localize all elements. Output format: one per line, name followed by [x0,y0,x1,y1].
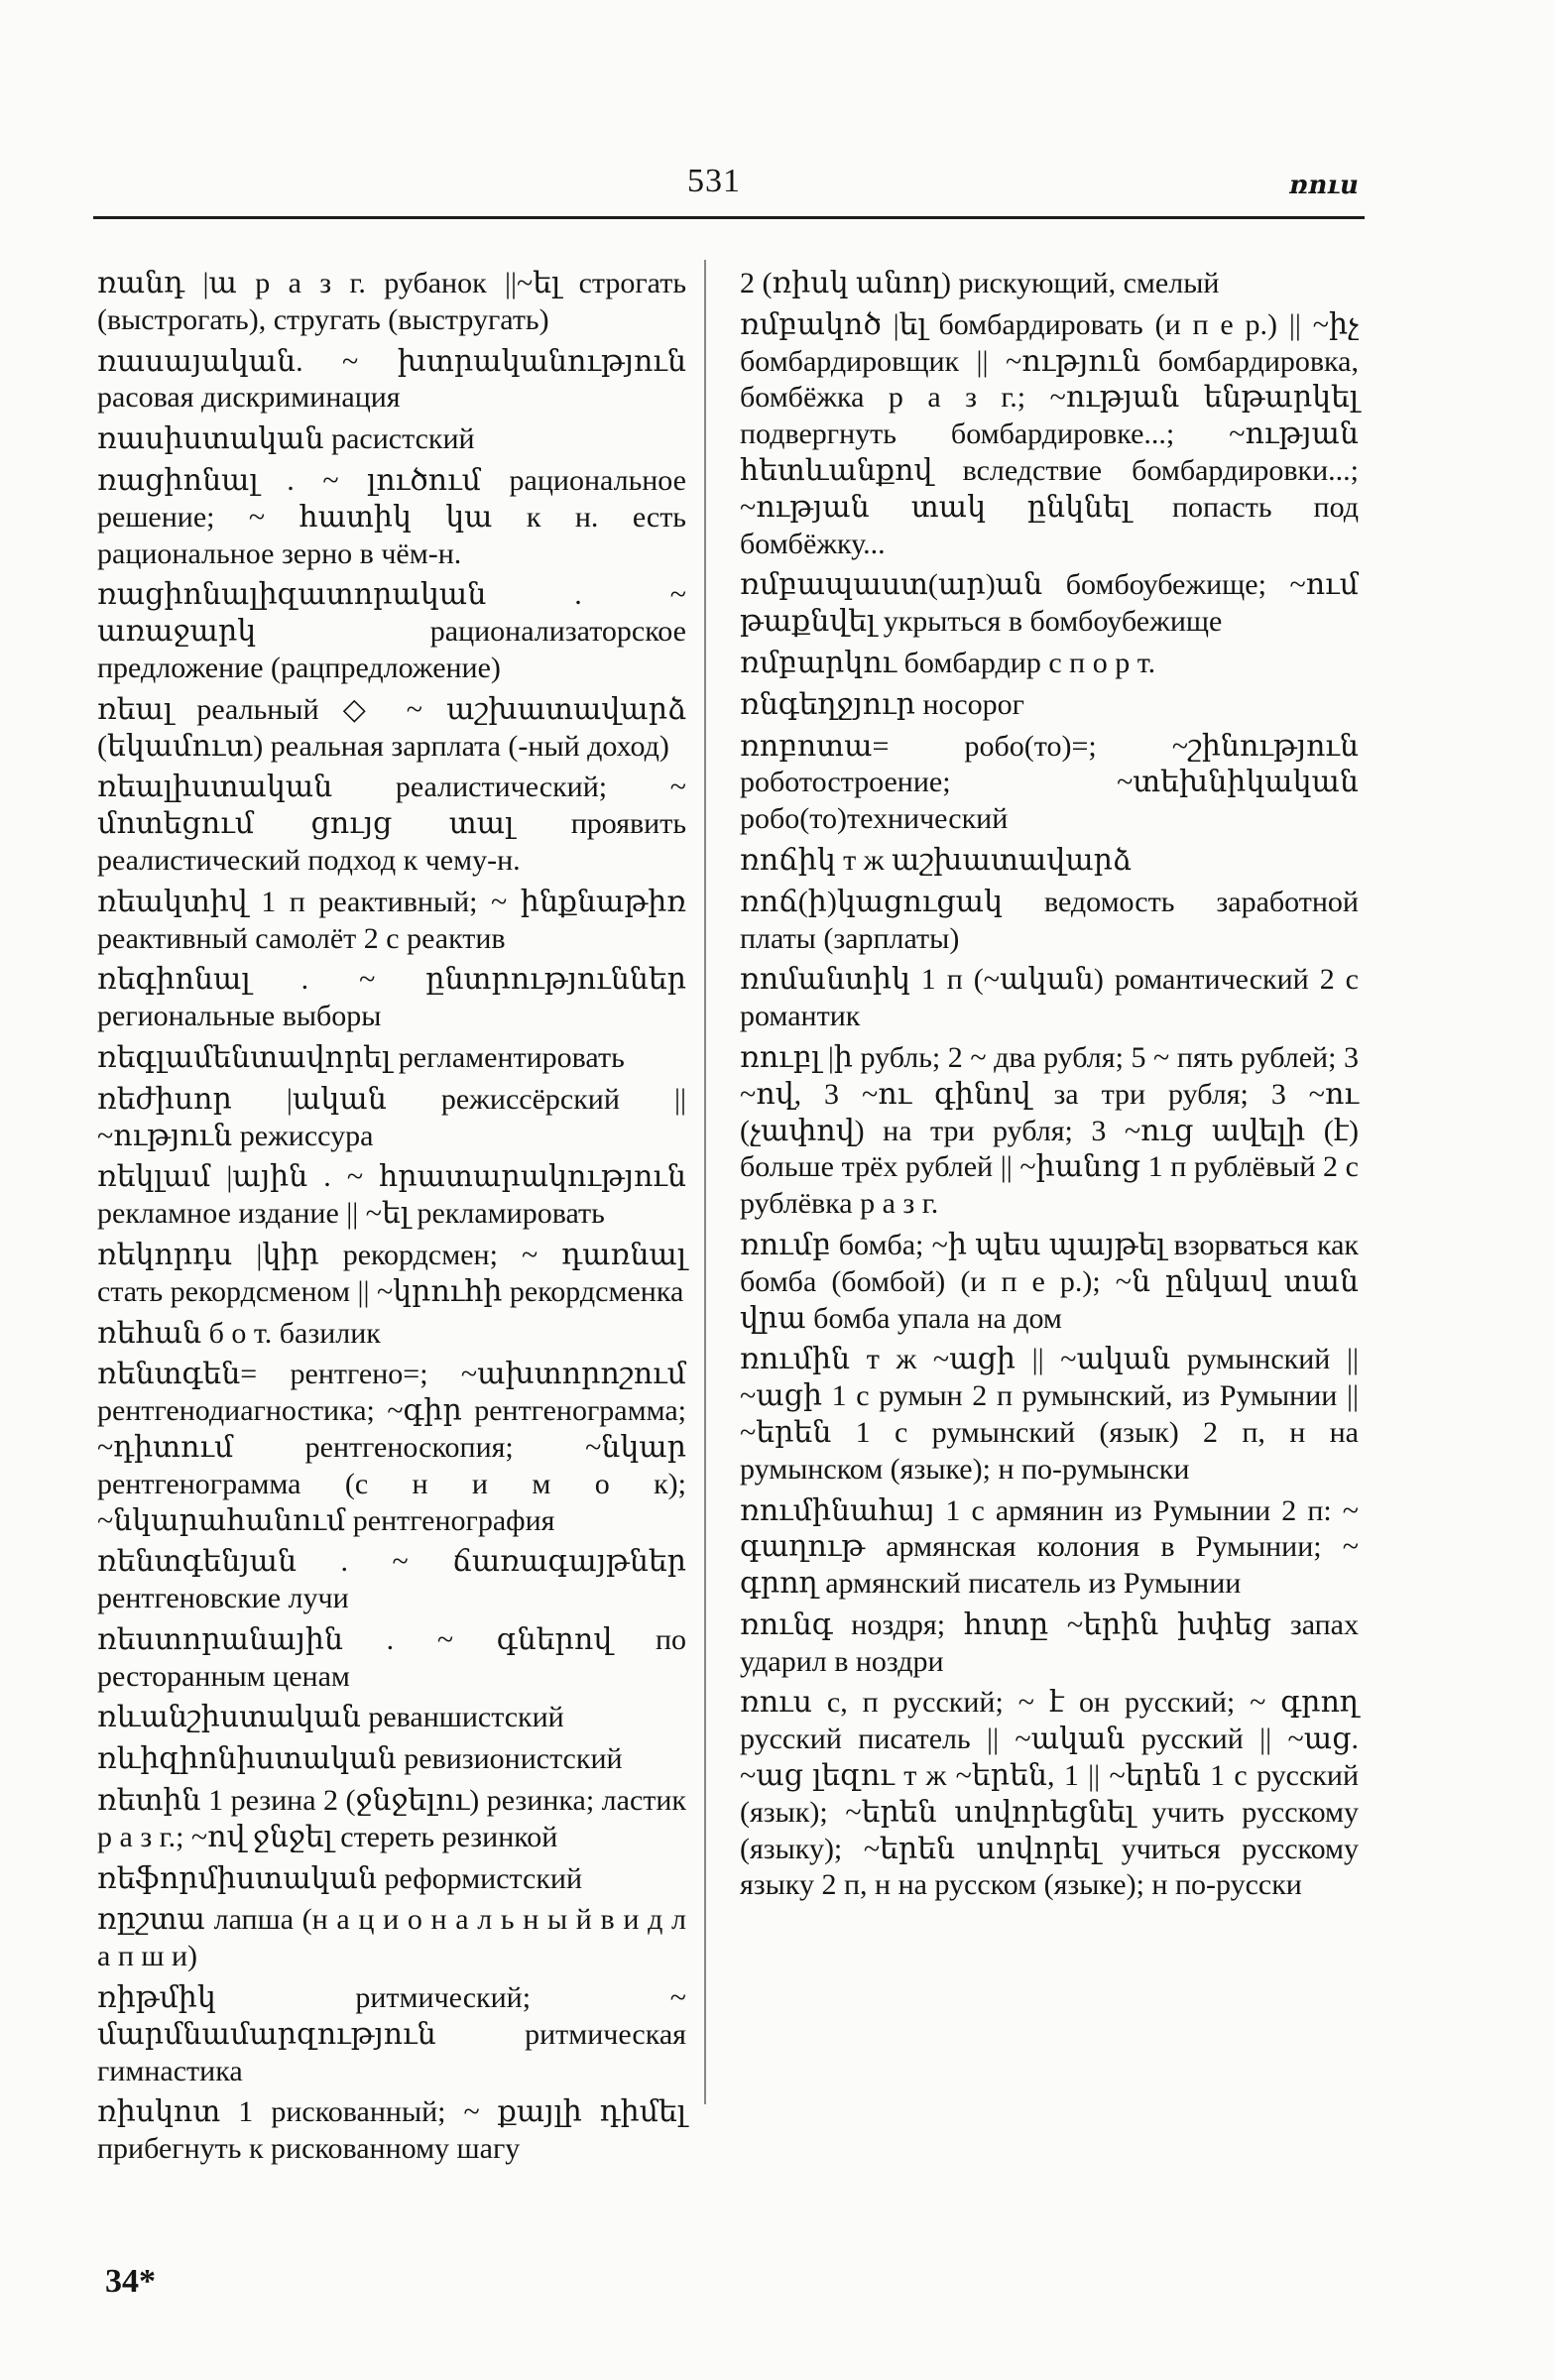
dictionary-entry: ռետին 1 резина 2 (ջնջելու) резинка; ластик р а з г.; ~ով ջնջել стереть резинкой [97,1784,686,1853]
running-head: ռուս [1288,171,1359,199]
dictionary-entry: ռումին т ж ~ացի || ~ական румынский || ~ացի 1 с румын 2 п румынский, из Румынии || ~երեն 1 с румынский (язык) 2 п, н на румынском (языке); н по-румынски [740,1343,1359,1486]
dictionary-entry: ռոբոտա= робо(то)=; ~շինություն роботостроение; ~տեխնիկական робо(то)технический [740,729,1359,836]
dictionary-entry: ռումինահայ 1 с армянин из Румынии 2 п: ~ գաղութ армянская колония в Румынии; ~ գրող армянский писатель из Румынии [740,1493,1359,1601]
left-column [97,266,686,2173]
dictionary-entry: ռմբակոծ |ել бомбардировать (и п е р.) || ~իչ бомбардировщик || ~ություն бомбардировка, бомбёжка р а з г.; ~ության ենթարկել подвергнуть бомбардировке...; ~ության հետևանքով вследствие бомбардировки...; ~ության տակ ընկնել попасть под бомбёжку... [740,307,1359,560]
signature-mark: 34* [105,2263,156,2300]
dictionary-entry: ռոմանտիկ 1 п (~ական) романтический 2 с романтик [740,963,1359,1033]
dictionary-entry: ռեակտիվ 1 п реактивный; ~ ինքնաթիռ реактивный самолёт 2 с реактив [97,885,686,955]
dictionary-entry: ռիթմիկ ритмический; ~ մարմնամարզություն ритмическая гимнастика [97,1981,686,2087]
dictionary-entry: ռեստորանային . ~ գներով по ресторанным ценам [97,1622,686,1693]
dictionary-entry: ռոճիկ т ж աշխատավարձ [740,843,1132,877]
dictionary-entry: ռեհան б о т. базилик [97,1316,381,1350]
dictionary-entry: ռացիոնալիզատորական . ~ առաջարկ рационализаторское предложение (рацпредложение) [97,578,686,684]
dictionary-entry: ռենտգենյան . ~ ճառագայթներ рентгеновские лучи [97,1545,686,1615]
dictionary-entry: ռասայական. ~ խտրականություն расовая дискриминация [97,344,686,415]
dictionary-entry: ռնգեղջյուր носорог [740,687,1024,721]
dictionary-entry: ռեկորդս |կիր рекордсмен; ~ դառնալ стать рекордсменом || ~կրուհի рекордсменка [97,1238,686,1308]
dictionary-entry: ռևանշիստական реваншистский [97,1701,564,1734]
dictionary-entry: ռմբարկու бомбардир с п о р т. [740,646,1156,679]
dictionary-entry: ռենտգեն= рентгено=; ~ախտորոշում рентгенодиагностика; ~գիր рентгенограмма; ~դիտում рентгеноскопия; ~նկար рентгенограмма (с н и м о к); ~նկարահանում рентгенография [97,1358,686,1537]
dictionary-entry: ռասիստական расистский [97,422,475,456]
dictionary-entry: ռեկլամ |ային . ~ հրատարակություն рекламное издание || ~ել рекламировать [97,1160,686,1231]
dictionary-entry: ռմբապաստ(ար)ան бомбоубежище; ~ում թաքնվել укрыться в бомбоубежище [740,568,1359,639]
dictionary-entry: ռիսկոտ 1 рискованный; ~ քայլի դիմել прибегнуть к рискованному шагу [97,2095,686,2166]
page-number: 531 [687,163,741,199]
dictionary-entry: ռեգիոնալ . ~ ընտրություններ регионaльные выборы [97,963,686,1033]
dictionary-entry: ռունգ ноздря; հոտը ~երին խփեց запах ударил в ноздри [740,1607,1359,1678]
dictionary-entry: ռեգլամենտավորել регламентировать [97,1040,625,1074]
dictionary-entry: ռանդ |ա р а з г. рубанок ||~ել строгать (выстрогать), стругать (выстругать) [97,267,686,336]
header-rule [93,216,1365,219]
dictionary-entry: ռոճ(ի)կացուցակ ведомость заработной платы (зарплаты) [740,885,1359,955]
dictionary-entry: ռուս с, п русский; ~ է он русский; ~ գրող русский писатель || ~ական русский || ~աց. ~աց լեզու т ж ~երեն, 1 || ~երեն 1 с русский (язык); ~երեն սովորեցնել учить русскому (языку); ~երեն սովորել учиться русскому языку 2 п, н на русском (языке); н по-русски [740,1686,1359,1902]
dictionary-entry: ռեժիսոր |ական режиссёрский || ~ություն режиссура [97,1082,686,1152]
right-column [740,266,1359,1909]
dictionary-entry: ռևիզիոնիստական ревизионистский [97,1742,623,1776]
dictionary-entry: 2 (ռիսկ անող) рискующий, смелый [740,267,1220,299]
dictionary-entry: ռեֆորմիստական реформистский [97,1861,583,1895]
column-divider [704,260,706,2104]
dictionary-entry: ռումբ бомба; ~ի պես պայթել взорваться как бомба (бомбой) (и п е р.); ~ն ընկավ տան վրա бомба упала на дом [740,1228,1359,1335]
dictionary-entry: ռըշտա лапша (н а ц и о н а л ь н ы й в и д л а п ш и) [97,1903,686,1973]
dictionary-entry: ռեալ реальный ◇ ~ աշխատավարձ (եկամուտ) реальная зарплата (-ный доход) [97,692,686,763]
dictionary-entry: ռացիոնալ . ~ լուծում рациональное решение; ~ հատիկ կա к н. есть рациональное зерно в чём-н. [97,463,686,570]
dictionary-entry: ռեալիստական реалистический; ~ մոտեցում ցույց տալ проявить реалистический подход к чему-н. [97,771,686,877]
dictionary-entry: ռուբլ |ի рубль; 2 ~ два рубля; 5 ~ пять рублей; 3 ~ով, 3 ~ու գինով за три рубля; 3 ~ու (չափով) на три рубля; 3 ~ուց ավելի (է) больше трёх рублей || ~իանոց 1 п рублёвый 2 с рублёвка р а з г. [740,1040,1359,1221]
